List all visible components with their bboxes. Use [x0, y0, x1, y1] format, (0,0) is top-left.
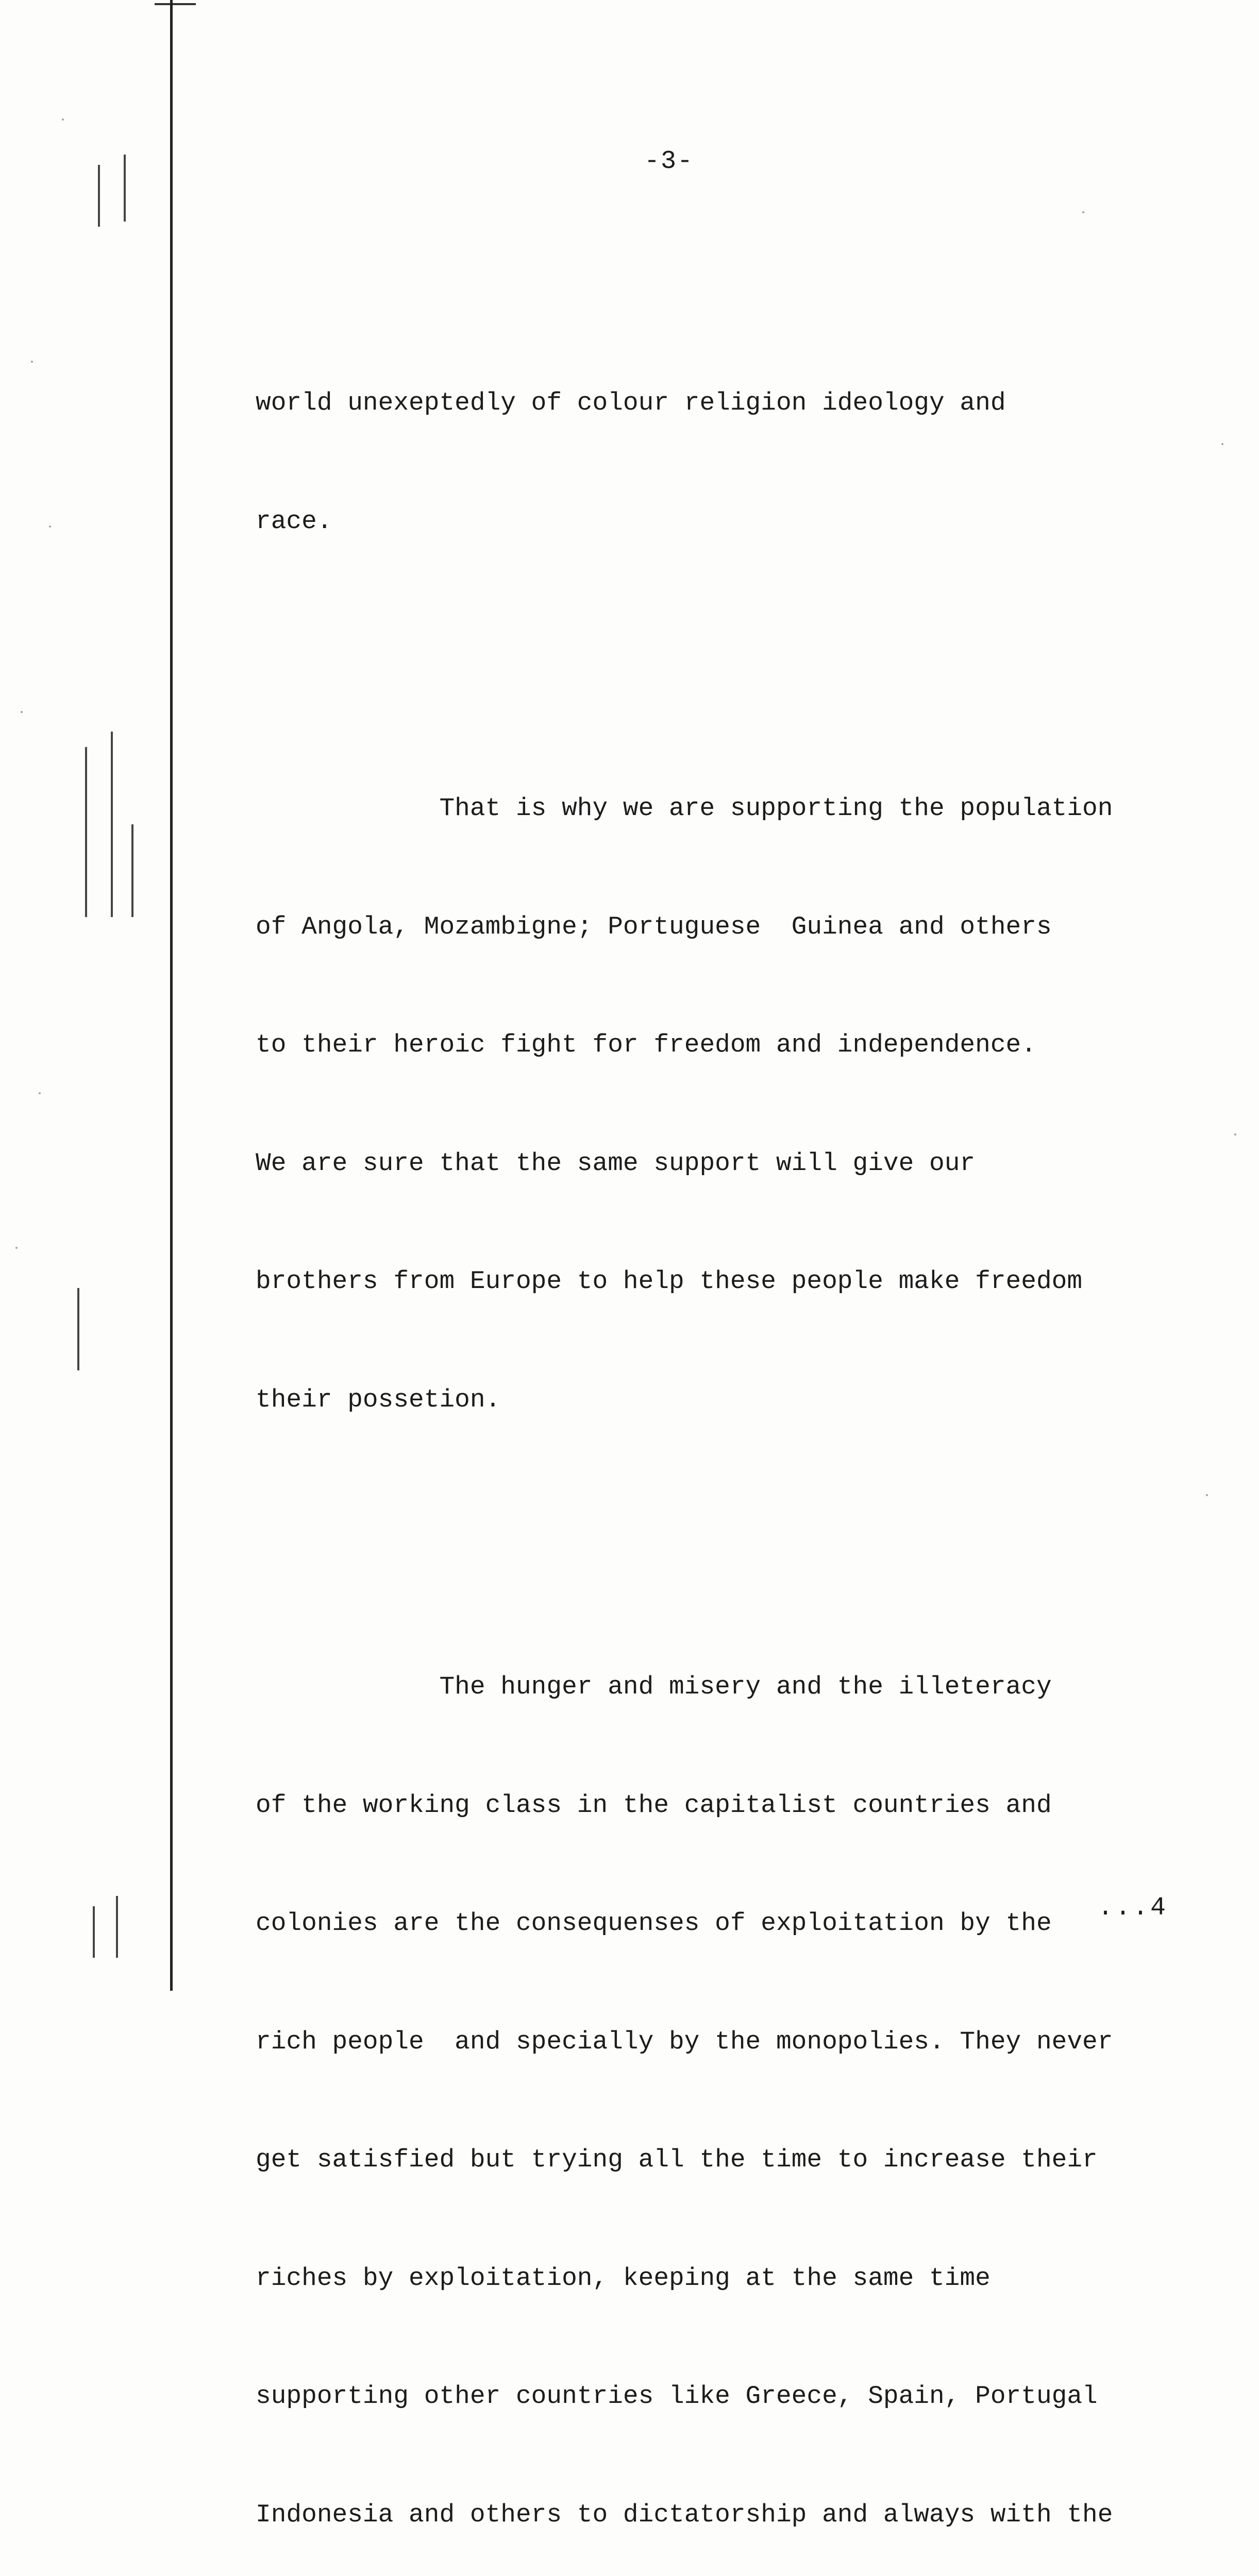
- scan-mark: [93, 1906, 95, 1958]
- scan-speck: [49, 526, 51, 528]
- scan-speck: [1234, 1133, 1236, 1136]
- text-line: The hunger and misery and the illeteracy: [256, 1672, 1052, 1701]
- page-number: -3-: [644, 147, 694, 176]
- text-line: supporting other countries like Greece, Spain, Portugal: [256, 2382, 1098, 2411]
- letter-body: [256, 226, 1147, 2576]
- scan-mark: [98, 165, 100, 227]
- text-line: Indonesia and others to dictatorship and always with the: [256, 2500, 1113, 2529]
- text-line: to their heroic fight for freedom and independence.: [256, 1030, 1036, 1059]
- scan-speck: [31, 361, 33, 363]
- text-line: get satisfied but trying all the time to increase their: [256, 2145, 1098, 2174]
- scan-mark: [116, 1896, 118, 1958]
- text-line: riches by exploitation, keeping at the same time: [256, 2263, 991, 2293]
- paragraph: [256, 710, 1147, 1498]
- scan-speck: [1206, 1494, 1208, 1496]
- scan-mark: [77, 1288, 79, 1370]
- scan-speck: [15, 1247, 18, 1249]
- scan-speck: [21, 711, 23, 713]
- scan-mark: [85, 747, 87, 917]
- paragraph: [256, 304, 1147, 620]
- text-line: of Angola, Mozambigne; Portuguese Guinea and others: [256, 912, 1052, 941]
- paragraph: [256, 1588, 1147, 2576]
- text-line: brothers from Europe to help these people make freedom: [256, 1267, 1083, 1296]
- text-line: their possetion.: [256, 1385, 501, 1414]
- margin-rule: [170, 0, 173, 1991]
- scan-mark: [155, 3, 196, 5]
- scan-speck: [1221, 443, 1223, 445]
- text-line: We are sure that the same support will give our: [256, 1148, 976, 1178]
- text-line: That is why we are supporting the population: [256, 794, 1113, 823]
- continuation-marker: ...4: [1098, 1893, 1168, 1923]
- text-line: colonies are the consequenses of exploitation by the: [256, 1909, 1052, 1938]
- text-line: rich people and specially by the monopolies. They never: [256, 2027, 1113, 2056]
- text-line: of the working class in the capitalist countries and: [256, 1790, 1052, 1820]
- scan-speck: [62, 118, 64, 121]
- scan-speck: [1082, 211, 1084, 213]
- text-line: race.: [256, 506, 332, 536]
- text-line: world unexeptedly of colour religion ideology and: [256, 388, 1006, 417]
- scan-speck: [39, 1092, 41, 1094]
- scan-mark: [111, 732, 113, 917]
- scan-mark: [131, 824, 133, 917]
- scan-mark: [124, 155, 126, 222]
